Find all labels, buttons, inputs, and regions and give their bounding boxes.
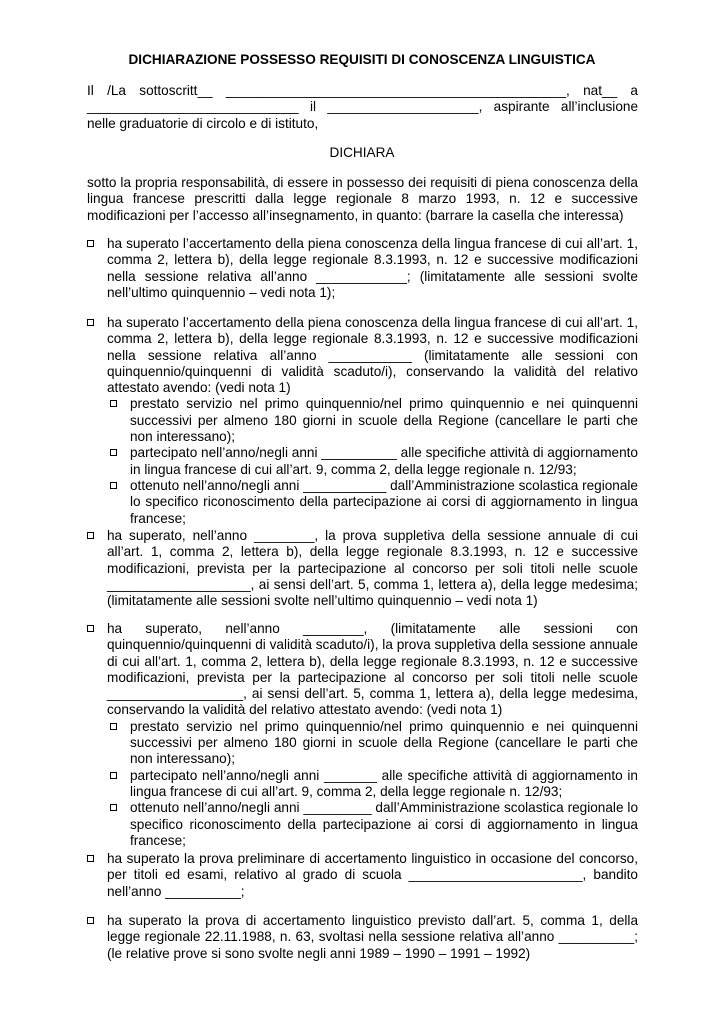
checkbox-option-3[interactable]: [87, 532, 94, 539]
checkbox-option-4-sub-1[interactable]: [110, 723, 117, 730]
intro-line-3: nelle graduatorie di circolo e di istituto,: [87, 115, 319, 131]
option-4-sub-3: [107, 800, 638, 849]
checkbox-option-2-sub-3[interactable]: [110, 482, 117, 489]
checkbox-option-4-sub-2[interactable]: [110, 772, 117, 779]
document-title: DICHIARAZIONE POSSESSO REQUISITI DI CONOSCENZA LINGUISTICA: [128, 52, 596, 67]
option-1-text: ha superato l’accertamento della piena conoscenza della lingua francese di cui all’art. 1, comma 2, lettera b), della legge regionale 8.3.1993, n. 12 e successive modificazioni nella sessione relativa all’anno ____________; (limitatamente alle sessioni svolte nell’ultimo quinquennio – vedi nota 1);: [107, 236, 638, 300]
option-3-text: ha superato, nell’anno ________, la prova suppletiva della sessione annuale di cui all’art. 1, comma 2, lettera b), della legge regionale 8.3.1993, n. 12 e successive modificazioni, prevista per la partecipazione al concorso per soli titoli nelle scuole ___________________, ai sensi dell’art. 5, comma 1, lettera a), della legge medesima; (limitatamente alle sessioni svolte nell’ultimo quinquennio – vedi nota 1): [107, 528, 638, 609]
option-4-sub-1-text: prestato servizio nel primo quinquennio/nel primo quinquennio e nei quinquenni successivi per almeno 180 giorni in scuole della Regione (cancellare le parti che non interessano);: [130, 718, 638, 767]
intro-block: [87, 83, 638, 132]
checkbox-option-5[interactable]: [87, 855, 94, 862]
checkbox-option-6[interactable]: [87, 917, 94, 924]
option-2-sub-3: [107, 478, 638, 527]
option-4-sub-1: [107, 719, 638, 768]
intro-line-1: Il /La sottoscritt__ _____________________________________________, nat__ a: [87, 83, 638, 98]
option-4-sub-2: [107, 768, 638, 801]
checkbox-option-2[interactable]: [87, 319, 94, 326]
option-1: [87, 236, 638, 301]
option-4-sub-2-text: partecipato nell’anno/negli anni _______ alle specifiche attività di aggiornamento in lingua francese di cui all’art. 9, comma 2, della legge regionale n. 12/93;: [130, 767, 638, 799]
option-4-sub-3-text: ottenuto nell’anno/negli anni _________ dall’Amministrazione scolastica regionale lo specifico riconoscimento della partecipazione ai corsi di aggiornamento in lingua francese;: [130, 800, 638, 848]
checkbox-option-2-sub-1[interactable]: [110, 400, 117, 407]
intro-line-2: ____________________________ il ____________________, aspirante all’inclusione: [87, 99, 638, 115]
checkbox-option-2-sub-2[interactable]: [110, 449, 117, 456]
option-2-text: ha superato l’accertamento della piena conoscenza della lingua francese di cui all’art. 1, comma 2, lettera b), della legge regionale 8.3.1993, n. 12 e successive modificazioni nella sessione relativa all’anno ___________ (limitatamente alle sessioni con quinquennio/quinquenni di validità scaduto/i), conservando la validità del relativo attestato avendo: (vedi nota 1): [107, 315, 638, 396]
option-4: [87, 621, 638, 849]
checkbox-option-4[interactable]: [87, 625, 94, 632]
option-2-sub-2-text: partecipato nell’anno/negli anni __________ alle specifiche attività di aggiornamento in lingua francese di cui all’art. 9, comma 2, della legge regionale n. 12/93;: [130, 445, 638, 477]
declaration-heading: DICHIARA: [329, 145, 395, 160]
option-2-sub-3-text: ottenuto nell’anno/negli anni ___________ dall’Amministrazione scolastica regionale lo specifico riconoscimento della partecipazione ai corsi di aggiornamento in lingua francese;: [130, 477, 638, 526]
option-2: [87, 315, 638, 527]
option-2-sub-1-text: prestato servizio nel primo quinquennio/nel primo quinquennio e nei quinquenni successivi per almeno 180 giorni in scuole della Regione (cancellare le parti che non interessano);: [130, 396, 638, 445]
option-6: [87, 913, 638, 962]
checkbox-option-4-sub-3[interactable]: [110, 804, 117, 811]
option-2-sub-2: [107, 445, 638, 478]
option-2-sub-1: [107, 396, 638, 445]
option-3: [87, 528, 638, 609]
checkbox-option-1[interactable]: [87, 240, 94, 247]
option-5: [87, 851, 638, 900]
option-6-text: ha superato la prova di accertamento linguistico previsto dall’art. 5, comma 1, della legge regionale 22.11.1988, n. 63, svoltasi nella sessione relativa all’anno __________; (le relative prove si sono svolte negli anni 1989 – 1990 – 1991 – 1992): [107, 913, 638, 961]
option-5-text: ha superato la prova preliminare di accertamento linguistico in occasione del concorso, per titoli ed esami, relativo al grado di scuola _______________________, bandito nell’anno __________;: [107, 851, 638, 899]
declaration-body: sotto la propria responsabilità, di essere in possesso dei requisiti di piena conoscenza della lingua francese prescritti dalla legge regionale 8 marzo 1993, n. 12 e successive modificazioni per l’accesso all’insegnamento, in quanto: (barrare la casella che interessa): [87, 175, 638, 223]
option-4-text: ha superato, nell’anno ________, (limitatamente alle sessioni con quinquennio/quinquenni di validità scaduto/i), la prova suppletiva della sessione annuale di cui all’art. 1, comma 2, lettera b), della legge regionale 8.3.1993, n. 12 e successive modificazioni, prevista per la partecipazione al concorso per soli titoli nelle scuole __________________, ai sensi dell’art. 5, comma 1, lettera a), della legge medesima, conservando la validità del relativo attestato avendo: (vedi nota 1): [107, 621, 638, 718]
